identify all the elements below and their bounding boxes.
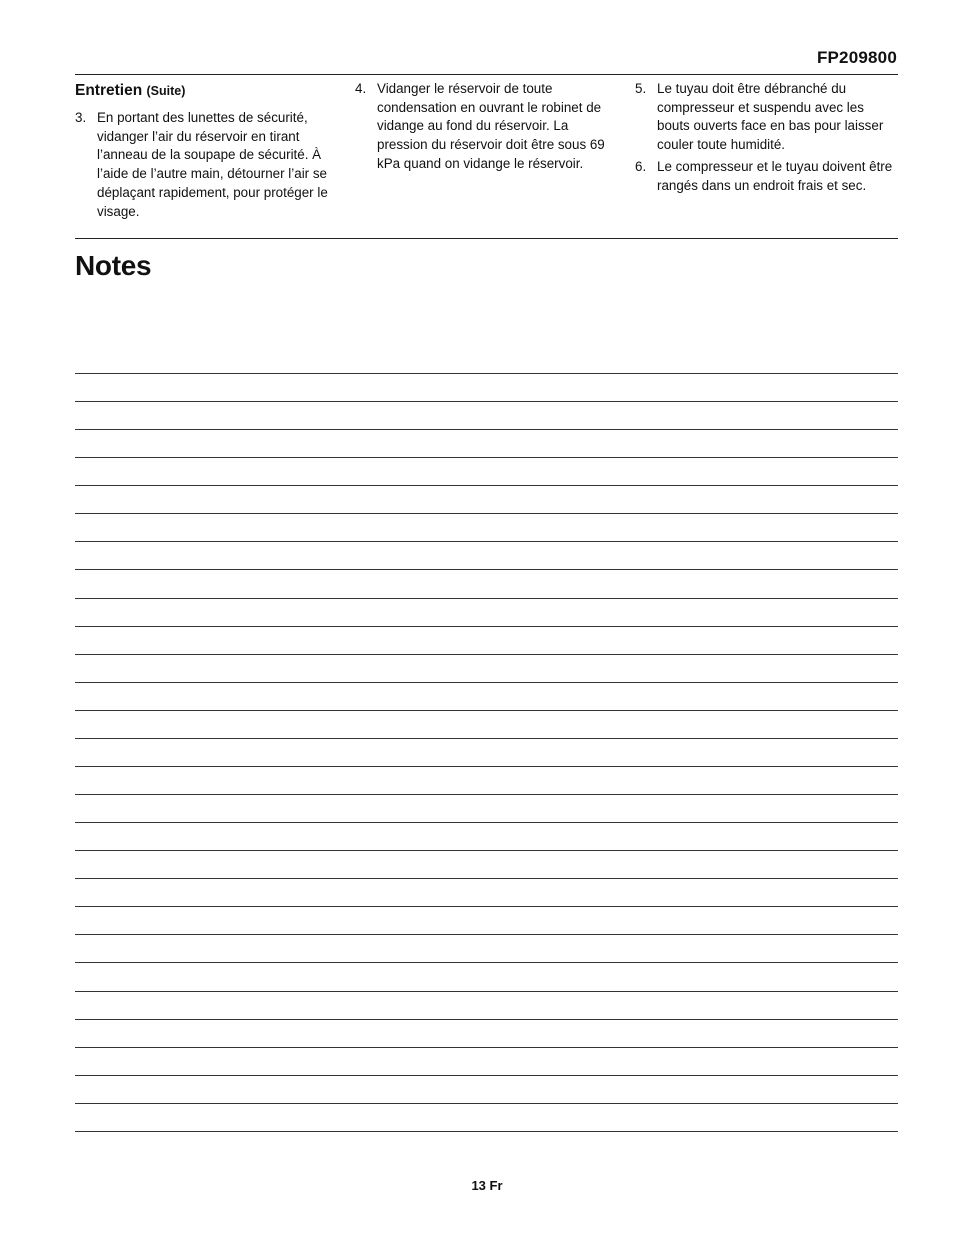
list-item: [635, 158, 898, 195]
column-3: [635, 80, 898, 198]
column-2: [355, 80, 617, 177]
item-text: Le compresseur et le tuyau doivent être rangés dans un endroit frais et sec.: [657, 158, 893, 193]
note-line: [75, 401, 898, 402]
note-line: [75, 1131, 898, 1132]
note-line: [75, 541, 898, 542]
note-line: [75, 710, 898, 711]
note-line: [75, 513, 898, 514]
page-number: 13 Fr: [471, 1178, 503, 1193]
note-line: [75, 878, 898, 879]
section-rule: [75, 238, 898, 239]
note-line: [75, 822, 898, 823]
item-number: 3.: [75, 110, 87, 125]
note-line: [75, 1103, 898, 1104]
item-number: 6.: [635, 158, 647, 174]
item-text: En portant des lunettes de sécurité, vidanger l’air du réservoir en tirant l’anneau de la soupape de sécurité. À l’aide de l’autre main, détourner l’air se déplaçant rapidement, pour protéger le visage.: [97, 110, 328, 219]
note-line: [75, 991, 898, 992]
note-line: [75, 1047, 898, 1048]
item-text: Vidanger le réservoir de toute condensation en ouvrant le robinet de vidange au fond du réservoir. La pression du réservoir doit être sous 69 kPa quand on vidange le réservoir.: [377, 81, 605, 171]
header-rule: [75, 74, 898, 75]
note-line: [75, 962, 898, 963]
note-line: [75, 766, 898, 767]
note-line: [75, 934, 898, 935]
note-line: [75, 569, 898, 570]
item-text: Le tuyau doit être débranché du compresseur et suspendu avec les bouts ouverts face en bas pour laisser couler toute humidité.: [657, 81, 884, 153]
section-title-text: Entretien: [75, 82, 143, 99]
item-number: 4.: [355, 81, 367, 96]
model-number: FP209800: [816, 48, 897, 67]
note-line: [75, 373, 898, 374]
note-line: [75, 1019, 898, 1020]
list-item: [75, 109, 335, 221]
column-1: [75, 80, 335, 224]
maintenance-section: [75, 80, 898, 230]
note-line: [75, 429, 898, 430]
note-line: [75, 457, 898, 458]
list-item: [355, 80, 617, 174]
note-line: [75, 485, 898, 486]
note-line: [75, 906, 898, 907]
note-line: [75, 654, 898, 655]
note-line: [75, 598, 898, 599]
notes-title: Notes: [75, 250, 152, 281]
note-line: [75, 1075, 898, 1076]
section-title: [75, 81, 335, 101]
note-line: [75, 682, 898, 683]
note-line: [75, 738, 898, 739]
list-item: [635, 80, 898, 155]
item-number: 5.: [635, 81, 647, 96]
note-line: [75, 794, 898, 795]
section-title-suffix: (Suite): [146, 84, 186, 98]
note-line: [75, 850, 898, 851]
note-line: [75, 626, 898, 627]
